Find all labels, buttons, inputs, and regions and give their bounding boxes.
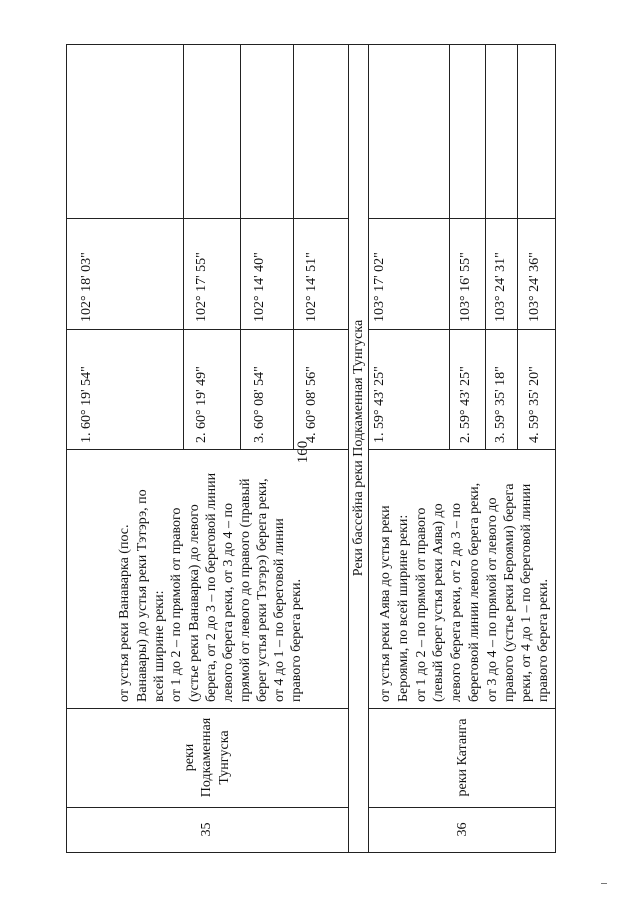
latitude-cell: 2. 60° 19' 49" <box>194 366 209 443</box>
description-line: правого берега реки. <box>289 579 304 702</box>
latitude-cell: 4. 60° 08' 56" <box>304 366 319 443</box>
longitude-cell: 103° 24' 36" <box>527 252 542 322</box>
description-line: правого берега реки. <box>536 579 551 702</box>
description-line: всей ширине реки: <box>152 590 167 702</box>
description-line: прямой от левого до правого (правый <box>238 478 253 702</box>
latitude-cell: 3. 59° 35' 18" <box>493 366 508 443</box>
description-line: от устья реки Аява до устья реки <box>378 505 393 702</box>
latitude-cell: 1. 60° 19' 54" <box>79 366 94 443</box>
description-line: береговой линии левого берега реки, <box>467 482 482 702</box>
river-name-35 <box>66 708 348 807</box>
description-line: берега, от 2 до 3 – по береговой линии <box>204 472 219 702</box>
description-line: (устье реки Ванаварка) до левого <box>187 504 202 702</box>
longitude-cell: 102° 14' 51" <box>304 252 319 322</box>
description-line: левого берега реки, от 2 до 3 – по <box>449 503 464 702</box>
longitude-cell: 102° 17' 55" <box>194 252 209 322</box>
longitude-cell: 103° 17' 02" <box>372 252 387 322</box>
latitude-cell: 2. 59° 43' 25" <box>458 366 473 443</box>
description-line: Ванавары) до устья реки Тэтэрэ, по <box>135 489 150 702</box>
longitude-cell: 102° 18' 03" <box>79 252 94 322</box>
scan-mark <box>601 883 607 884</box>
river-name-line: Подкаменная <box>199 717 215 798</box>
description-line: от 1 до 2 – по прямой от правого <box>414 507 429 702</box>
page-number: 160 <box>295 440 311 464</box>
description-line: левого берега реки, от 3 до 4 – по <box>221 503 236 702</box>
latitude-cell: 4. 59° 35' 20" <box>527 366 542 443</box>
river-name-line: Тунгуска <box>216 730 232 785</box>
longitude-cell: 102° 14' 40" <box>252 252 267 322</box>
section-header: Реки бассейна реки Подкаменная Тунгуска <box>350 319 366 577</box>
longitude-cell: 103° 16' 55" <box>458 252 473 322</box>
row-number-35: 35 <box>199 822 215 837</box>
description-line: правого (устье реки Бероями) берега <box>502 483 517 702</box>
latitude-cell: 1. 59° 43' 25" <box>372 366 387 443</box>
description-line: от 4 до 1 – по береговой линии <box>272 518 287 702</box>
description-line: от 1 до 2 – по прямой от правого <box>169 507 184 702</box>
river-name-36: реки Катанга <box>454 718 470 797</box>
description-line: (левый берег устья реки Аява) до <box>431 503 446 702</box>
description-line: Бероями, по всей ширине реки: <box>396 514 411 702</box>
description-line: от 3 до 4 – по прямой от левого до <box>485 497 500 702</box>
river-name-line: реки <box>181 743 197 772</box>
longitude-cell: 103° 24' 31" <box>493 252 508 322</box>
description-line: берег устья реки Тэтэрэ) берега реки, <box>255 478 270 702</box>
row-number-36: 36 <box>454 822 470 837</box>
description-line: реки, от 4 до 1 – по береговой линии <box>519 483 534 702</box>
description-line: от устья реки Ванаварка (пос. <box>117 524 132 702</box>
latitude-cell: 3. 60° 08' 54" <box>252 366 267 443</box>
